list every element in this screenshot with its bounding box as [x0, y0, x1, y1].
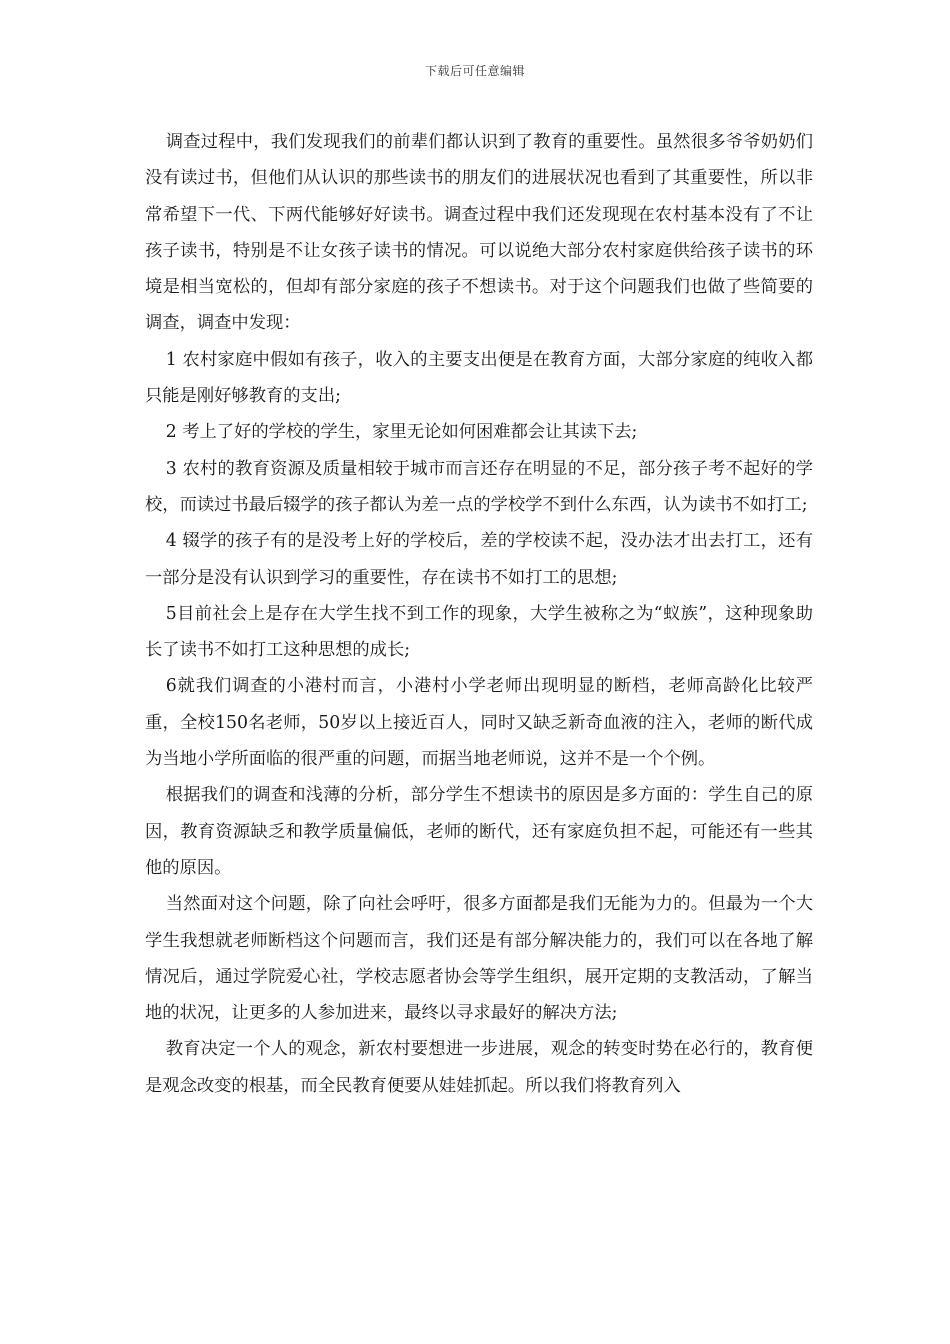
- paragraph-conclusion: 教育决定一个人的观念，新农村要想进一步进展，观念的转变时势在必行的，教育便是观念改变的根基，而全民教育便要从娃娃抓起。所以我们将教育列入: [145, 1039, 813, 1096]
- list-item-6: 6就我们调查的小港村而言，小港村小学老师出现明显的断档，老师高龄化比较严重，全校150名老师，50岁以上接近百人，同时又缺乏新奇血液的注入，老师的断代成为当地小学所面临的很严重的问题，而据当地老师说，这并不是一个个例。: [145, 676, 813, 770]
- document-body: [145, 124, 813, 1104]
- list-item-3: 3 农村的教育资源及质量相较于城市而言还存在明显的不足，部分孩子考不起好的学校，而读过书最后辍学的孩子都认为差一点的学校学不到什么东西，认为读书不如打工;: [145, 458, 813, 515]
- paragraph-intro: 调查过程中，我们发现我们的前辈们都认识到了教育的重要性。虽然很多爷爷奶奶们没有读过书，但他们从认识的那些读书的朋友们的进展状况也看到了其重要性，所以非常希望下一代、下两代能够好好读书。调查过程中我们还发现现在农村基本没有了不让孩子读书，特别是不让女孩子读书的情况。可以说绝大部分农村家庭供给孩子读书的环境是相当宽松的，但却有部分家庭的孩子不想读书。对于这个问题我们也做了些简要的调查，调查中发现：: [145, 132, 813, 334]
- list-item-2: 2 考上了好的学校的学生，家里无论如何困难都会让其读下去;: [165, 422, 638, 443]
- list-item-5: 5目前社会上是存在大学生找不到工作的现象，大学生被称之为“蚁族”，这种现象助长了读书不如打工这种思想的成长;: [145, 603, 813, 661]
- page-header: 下载后可任意编辑: [424, 64, 525, 78]
- paragraph-solution: 当然面对这个问题，除了向社会呼吁，很多方面都是我们无能为力的。但最为一个大学生我想就老师断档这个问题而言，我们还是有部分解决能力的，我们可以在各地了解情况后，通过学院爱心社，学校志愿者协会等学生组织，展开定期的支教活动，了解当地的状况，让更多的人参加进来，最终以寻求最好的解决方法;: [145, 894, 813, 1024]
- list-item-1: 1 农村家庭中假如有孩子，收入的主要支出便是在教育方面，大部分家庭的纯收入都只能是刚好够教育的支出;: [145, 349, 813, 407]
- list-item-4: 4 辍学的孩子有的是没考上好的学校后，差的学校读不起，没办法才出去打工，还有一部分是没有认识到学习的重要性，存在读书不如打工的思想;: [145, 531, 813, 588]
- paragraph-analysis: 根据我们的调查和浅薄的分析，部分学生不想读书的原因是多方面的：学生自己的原因，教育资源缺乏和教学质量偏低，老师的断代，还有家庭负担不起，可能还有一些其他的原因。: [145, 785, 813, 878]
